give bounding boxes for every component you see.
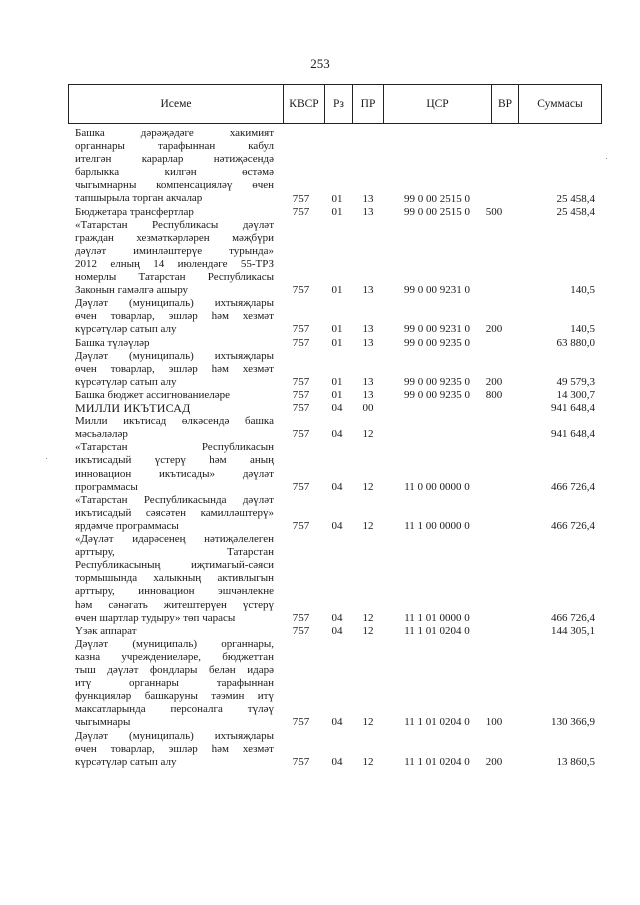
row-pr: 12 — [362, 755, 374, 768]
row-name-line: арттыру, инновацион эшчәнлекне — [75, 585, 274, 598]
row-kvsr: 757 — [292, 323, 310, 336]
row-kvsr: 757 — [292, 716, 310, 729]
row-sum: 466 726,4 — [551, 519, 595, 532]
row-name — [75, 206, 274, 219]
row-rz: 04 — [331, 402, 343, 415]
row-name-line: өчен шартлар тудыру» төп чарасы — [75, 611, 236, 624]
row-rz: 04 — [331, 624, 343, 637]
header-name: Исеме — [160, 98, 192, 110]
header-kvsr: КВСР — [283, 85, 324, 123]
row-rz: 04 — [331, 428, 343, 441]
row-pr: 12 — [362, 428, 374, 441]
table-row — [0, 625, 640, 638]
row-rz: 04 — [331, 611, 343, 624]
row-name-line: программасы — [75, 480, 138, 493]
row-kvsr: 757 — [292, 402, 310, 415]
row-name — [75, 402, 274, 415]
row-rz: 04 — [331, 480, 343, 493]
row-pr: 12 — [362, 611, 374, 624]
table-row — [0, 219, 640, 298]
row-pr: 12 — [362, 716, 374, 729]
row-name-line: Үзәк аппарат — [75, 624, 137, 637]
row-rz: 04 — [331, 755, 343, 768]
row-name-line: граждан хезмәткәрләрен мәҗбүри — [75, 231, 274, 244]
row-name-line: күрсәтүләр сатып алу — [75, 375, 177, 388]
row-name-line: арттыру, Татарстан — [75, 546, 274, 559]
row-name-line: функцияләр башкаруны тәэмин итү — [75, 690, 274, 703]
row-name-line: Башка бюджет ассигнованиеләре — [75, 388, 230, 401]
row-name-line: Дәүләт (муниципаль) ихтыяҗлары — [75, 349, 274, 362]
row-name-line: Милли икътисад өлкәсендә башка — [75, 415, 274, 428]
row-name-line: чыгымнарны компенсацияләү өчен — [75, 179, 274, 192]
row-name-line: инновацион икътисады» дәүләт — [75, 467, 274, 480]
table-row — [0, 127, 640, 206]
row-name-line: өчен товарлар, эшләр һәм хезмәт — [75, 742, 274, 755]
row-sum: 25 458,4 — [556, 205, 595, 218]
row-csr: 11 1 01 0204 0 — [404, 755, 470, 768]
row-csr: 11 1 01 0204 0 — [404, 624, 470, 637]
row-csr: 11 0 00 0000 0 — [404, 480, 470, 493]
row-sum: 144 305,1 — [551, 624, 595, 637]
row-pr: 13 — [362, 375, 374, 388]
row-csr: 99 0 00 9231 0 — [404, 323, 470, 336]
row-name-line: күрсәтүләр сатып алу — [75, 323, 177, 336]
row-name-line: Башка түләүләр — [75, 336, 150, 349]
header-csr: ЦСР — [383, 85, 491, 123]
header-rz: Рз — [324, 85, 352, 123]
row-vr: 200 — [485, 323, 503, 336]
row-name — [75, 638, 274, 730]
row-sum: 13 860,5 — [556, 755, 595, 768]
row-kvsr: 757 — [292, 192, 310, 205]
row-name — [75, 350, 274, 389]
row-pr: 13 — [362, 336, 374, 349]
row-name-line: дәүләт иминләштерүе турында» — [75, 244, 274, 257]
row-csr: 99 0 00 2515 0 — [404, 192, 470, 205]
row-name-line: Дәүләт (муниципаль) ихтыяҗлары — [75, 297, 274, 310]
header-vr: ВР — [491, 85, 518, 123]
row-name — [75, 494, 274, 533]
row-sum: 140,5 — [570, 323, 595, 336]
row-name-line: Бюджетара трансфертлар — [75, 205, 194, 218]
table-row — [0, 533, 640, 625]
row-name-line: МИЛЛИ ИКЪТИСАД — [75, 402, 191, 416]
row-sum: 14 300,7 — [556, 388, 595, 401]
row-rz: 04 — [331, 716, 343, 729]
table-row — [0, 494, 640, 533]
row-name — [75, 533, 274, 625]
row-csr: 11 1 00 0000 0 — [404, 519, 470, 532]
row-name-line: барлыкка килгән өстәмә — [75, 166, 274, 179]
row-name-line: органнары тарафыннан кабул — [75, 140, 274, 153]
row-pr: 13 — [362, 205, 374, 218]
row-rz: 01 — [331, 284, 343, 297]
row-name-line: Дәүләт (муниципаль) органнары, — [75, 637, 274, 650]
row-name-line: тормышында халыкның активлыгын — [75, 572, 274, 585]
row-name-line: ярдәмче программасы — [75, 519, 179, 532]
row-pr: 12 — [362, 624, 374, 637]
row-name-line: мәсьәләләр — [75, 428, 128, 441]
table-row — [0, 337, 640, 350]
table-row — [0, 415, 640, 441]
row-name-line: һәм сәнәгать житештерүен үстерү — [75, 598, 274, 611]
row-name-line: казна учреждениеләре, бюджеттан — [75, 650, 274, 663]
row-name-line: күрсәтүләр сатып алу — [75, 755, 177, 768]
table-row — [0, 350, 640, 389]
row-name-line: «Татарстан Республикасында дәүләт — [75, 493, 274, 506]
row-kvsr: 757 — [292, 519, 310, 532]
scan-speck — [606, 158, 607, 159]
row-name — [75, 297, 274, 336]
row-name-line: ителгән карарлар нәтиҗәсендә — [75, 153, 274, 166]
row-kvsr: 757 — [292, 284, 310, 297]
row-kvsr: 757 — [292, 205, 310, 218]
row-pr: 13 — [362, 323, 374, 336]
row-vr: 100 — [485, 716, 503, 729]
row-name-line: өчен товарлар, эшләр һәм хезмәт — [75, 310, 274, 323]
row-kvsr: 757 — [292, 388, 310, 401]
row-name — [75, 441, 274, 493]
row-name — [75, 625, 274, 638]
row-name-line: тапшырыла торган акчалар — [75, 192, 203, 205]
row-kvsr: 757 — [292, 428, 310, 441]
row-name-line: «Татарстан Республикасы дәүләт — [75, 218, 274, 231]
row-name-line: «Татарстан Республикасын — [75, 441, 274, 454]
row-rz: 04 — [331, 519, 343, 532]
row-name — [75, 219, 274, 298]
row-name-line: Башка дәрәҗәдәге хакимият — [75, 127, 274, 139]
row-name — [75, 415, 274, 441]
row-csr: 11 1 01 0204 0 — [404, 716, 470, 729]
row-name-line: итү органнары тарафыннан — [75, 677, 274, 690]
header-sum: Суммасы — [518, 85, 601, 123]
row-kvsr: 757 — [292, 480, 310, 493]
row-csr: 11 1 01 0000 0 — [404, 611, 470, 624]
table-row — [0, 389, 640, 402]
row-vr: 200 — [485, 755, 503, 768]
table-row — [0, 206, 640, 219]
table-row — [0, 638, 640, 730]
row-kvsr: 757 — [292, 375, 310, 388]
row-sum: 49 579,3 — [556, 375, 595, 388]
row-rz: 01 — [331, 336, 343, 349]
row-csr: 99 0 00 2515 0 — [404, 205, 470, 218]
row-name-line: «Дәүләт идарәсенең нәтиҗәлелеген — [75, 533, 274, 546]
row-pr: 13 — [362, 388, 374, 401]
row-name — [75, 389, 274, 402]
row-name-line: Республикасының иҗтимагый-сәяси — [75, 559, 274, 572]
row-vr: 800 — [485, 388, 503, 401]
scan-speck — [46, 458, 47, 459]
row-rz: 01 — [331, 205, 343, 218]
row-sum: 130 366,9 — [551, 716, 595, 729]
row-rz: 01 — [331, 323, 343, 336]
row-name-line: икътисадый сәясәтен камилләштерү» — [75, 506, 274, 519]
row-kvsr: 757 — [292, 624, 310, 637]
row-vr: 200 — [485, 375, 503, 388]
row-name-line: 2012 елның 14 июлендәге 55-ТРЗ — [75, 257, 274, 270]
row-name-line: максатларында персоналга түләү — [75, 703, 274, 716]
row-name-line: тыш дәүләт фондлары белән идарә — [75, 664, 274, 676]
row-csr: 99 0 00 9235 0 — [404, 336, 470, 349]
row-name — [75, 337, 274, 350]
table-row — [0, 441, 640, 493]
row-csr: 99 0 00 9231 0 — [404, 284, 470, 297]
row-sum: 140,5 — [570, 284, 595, 297]
page-number: 253 — [310, 56, 330, 71]
row-pr: 12 — [362, 480, 374, 493]
table-row — [0, 297, 640, 336]
row-name-line: икътисадый үстерү һәм аның — [75, 454, 274, 467]
row-name-line: чыгымнары — [75, 716, 131, 729]
table-row — [0, 730, 640, 769]
row-name-line: номерлы Татарстан Республикасы — [75, 271, 274, 284]
row-sum: 63 880,0 — [556, 336, 595, 349]
row-sum: 466 726,4 — [551, 611, 595, 624]
table-header — [68, 84, 602, 124]
row-pr: 13 — [362, 192, 374, 205]
table-body — [0, 127, 640, 769]
row-name-line: Законын гамәлгә ашыру — [75, 284, 189, 297]
header-pr: ПР — [352, 85, 383, 123]
row-csr: 99 0 00 9235 0 — [404, 375, 470, 388]
row-name — [75, 730, 274, 769]
row-name — [75, 127, 274, 206]
row-csr: 99 0 00 9235 0 — [404, 388, 470, 401]
table-row — [0, 402, 640, 415]
row-rz: 01 — [331, 375, 343, 388]
row-rz: 01 — [331, 192, 343, 205]
row-pr: 00 — [362, 402, 374, 415]
row-pr: 12 — [362, 519, 374, 532]
row-kvsr: 757 — [292, 611, 310, 624]
row-rz: 01 — [331, 388, 343, 401]
row-vr: 500 — [485, 205, 503, 218]
row-sum: 941 648,4 — [551, 402, 595, 415]
row-name-line: Дәүләт (муниципаль) ихтыяҗлары — [75, 729, 274, 742]
row-kvsr: 757 — [292, 336, 310, 349]
row-kvsr: 757 — [292, 755, 310, 768]
row-name-line: өчен товарлар, эшләр һәм хезмәт — [75, 362, 274, 375]
row-pr: 13 — [362, 284, 374, 297]
row-sum: 941 648,4 — [551, 428, 595, 441]
row-sum: 466 726,4 — [551, 480, 595, 493]
row-sum: 25 458,4 — [556, 192, 595, 205]
